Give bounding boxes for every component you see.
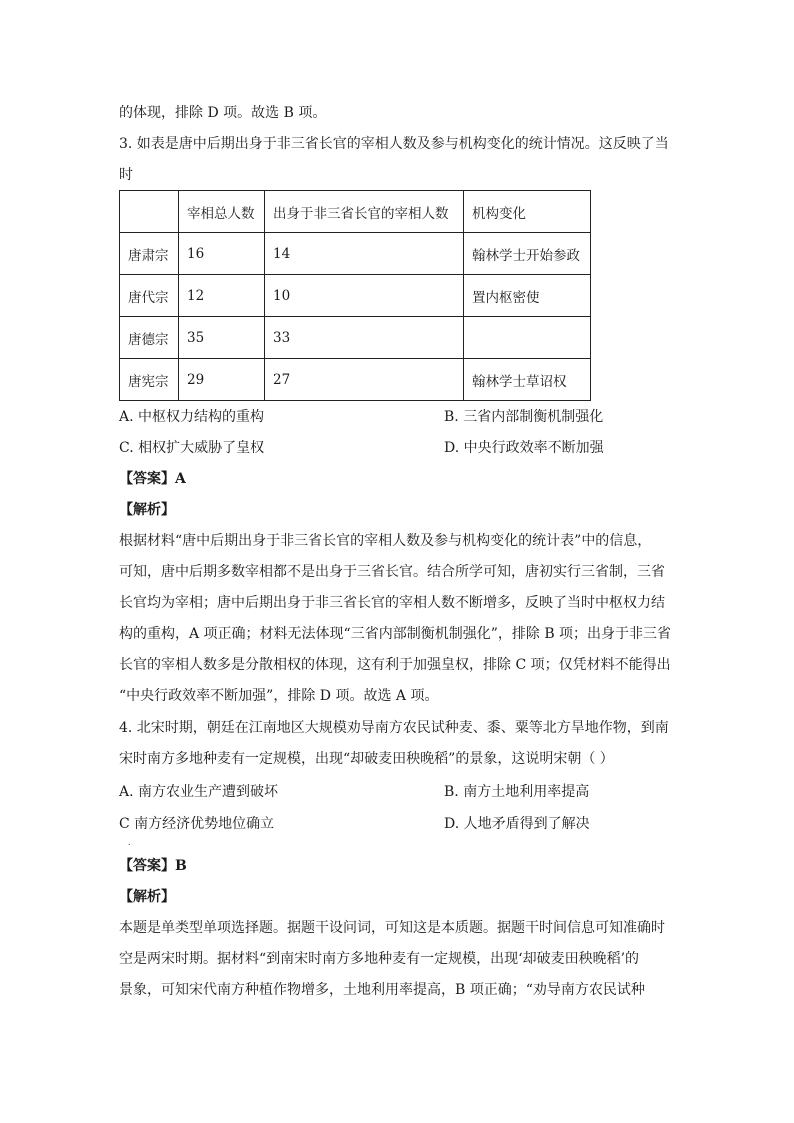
statistics-table bbox=[119, 190, 591, 401]
table-cell: 唐德宗 bbox=[120, 317, 179, 359]
analysis-line: 空是两宋时期。据材料“到南宋时南方多地种麦有一定规模，出现‘却破麦田秧晚稻’的 bbox=[119, 951, 640, 967]
table-cell: 翰林学士开始参政 bbox=[464, 233, 591, 275]
table-header-cell: 宰相总人数 bbox=[179, 191, 265, 233]
table-header-cell: 出身于非三省长官的宰相人数 bbox=[265, 191, 464, 233]
analysis-line: 可知，唐中后期多数宰相都不是出身于三省长官。结合所学可知，唐初实行三省制，三省 bbox=[119, 564, 665, 580]
table-cell: 35 bbox=[179, 317, 265, 359]
question-3-stem: 3. 如表是唐中后期出身于非三省长官的宰相人数及参与机构变化的统计情况。这反映了当 bbox=[119, 136, 669, 152]
table-row bbox=[120, 317, 591, 359]
table-cell: 唐代宗 bbox=[120, 275, 179, 317]
analysis-label: 【解析】 bbox=[119, 889, 175, 905]
question-4-stem: 宋时南方多地种麦有一定规模，出现“却破麦田秧晚稻”的景象，这说明宋朝（ ） bbox=[119, 751, 614, 767]
table-header-row bbox=[120, 191, 591, 233]
table-cell: 29 bbox=[179, 359, 265, 401]
table-cell: 16 bbox=[179, 233, 265, 275]
option-a: A. 南方农业生产遭到破坏 bbox=[119, 784, 279, 800]
analysis-line: 长官均为宰相；唐中后期出身于非三省长官的宰相人数不断增多，反映了当时中枢权力结 bbox=[119, 595, 665, 611]
option-d: D. 中央行政效率不断加强 bbox=[444, 440, 604, 456]
table-cell: 唐肃宗 bbox=[120, 233, 179, 275]
table-cell: 10 bbox=[265, 275, 464, 317]
analysis-line: 构的重构，A 项正确；材料无法体现“三省内部制衡机制强化”，排除 B 项；出身于非三省 bbox=[119, 626, 672, 642]
table-row bbox=[120, 233, 591, 275]
option-c: C 南方经济优势地位确立 bbox=[119, 816, 275, 832]
table-cell: 置内枢密使 bbox=[464, 275, 591, 317]
table-header-cell bbox=[120, 191, 179, 233]
analysis-line: 景象，可知宋代南方种植作物增多，土地利用率提高，B 项正确；“劝导南方农民试种 bbox=[119, 982, 645, 998]
table-cell: 唐宪宗 bbox=[120, 359, 179, 401]
stray-dot: . bbox=[128, 838, 131, 847]
option-d: D. 人地矛盾得到了解决 bbox=[444, 816, 590, 832]
question-4-stem: 4. 北宋时期，朝廷在江南地区大规模劝导南方农民试种麦、黍、粟等北方旱地作物，到南 bbox=[119, 720, 669, 736]
analysis-line: “中央行政效率不断加强”，排除 D 项。故选 A 项。 bbox=[119, 688, 439, 704]
table-cell: 翰林学士草诏权 bbox=[464, 359, 591, 401]
option-b: B. 南方土地利用率提高 bbox=[444, 784, 590, 800]
analysis-label: 【解析】 bbox=[119, 502, 175, 518]
table-cell: 12 bbox=[179, 275, 265, 317]
table-header-cell: 机构变化 bbox=[464, 191, 591, 233]
analysis-line: 本题是单类型单项选择题。据题干设问词，可知这是本质题。据题干时间信息可知准确时 bbox=[119, 920, 665, 936]
table-cell: 27 bbox=[265, 359, 464, 401]
option-c: C. 相权扩大威胁了皇权 bbox=[119, 440, 265, 456]
answer-label: 【答案】A bbox=[119, 471, 186, 487]
analysis-line: 长官的宰相人数多是分散相权的体现，这有利于加强皇权，排除 C 项；仅凭材料不能得出 bbox=[119, 657, 671, 673]
option-b: B. 三省内部制衡机制强化 bbox=[444, 409, 604, 425]
text-line: 的体现，排除 D 项。故选 B 项。 bbox=[119, 105, 327, 121]
answer-label: 【答案】B bbox=[119, 858, 187, 874]
question-3-stem: 时 bbox=[119, 167, 133, 183]
analysis-line: 根据材料“唐中后期出身于非三省长官的宰相人数及参与机构变化的统计表”中的信息， bbox=[119, 533, 652, 549]
table-cell bbox=[464, 317, 591, 359]
option-a: A. 中枢权力结构的重构 bbox=[119, 409, 265, 425]
table-row bbox=[120, 359, 591, 401]
table-row bbox=[120, 275, 591, 317]
table-cell: 33 bbox=[265, 317, 464, 359]
table-cell: 14 bbox=[265, 233, 464, 275]
